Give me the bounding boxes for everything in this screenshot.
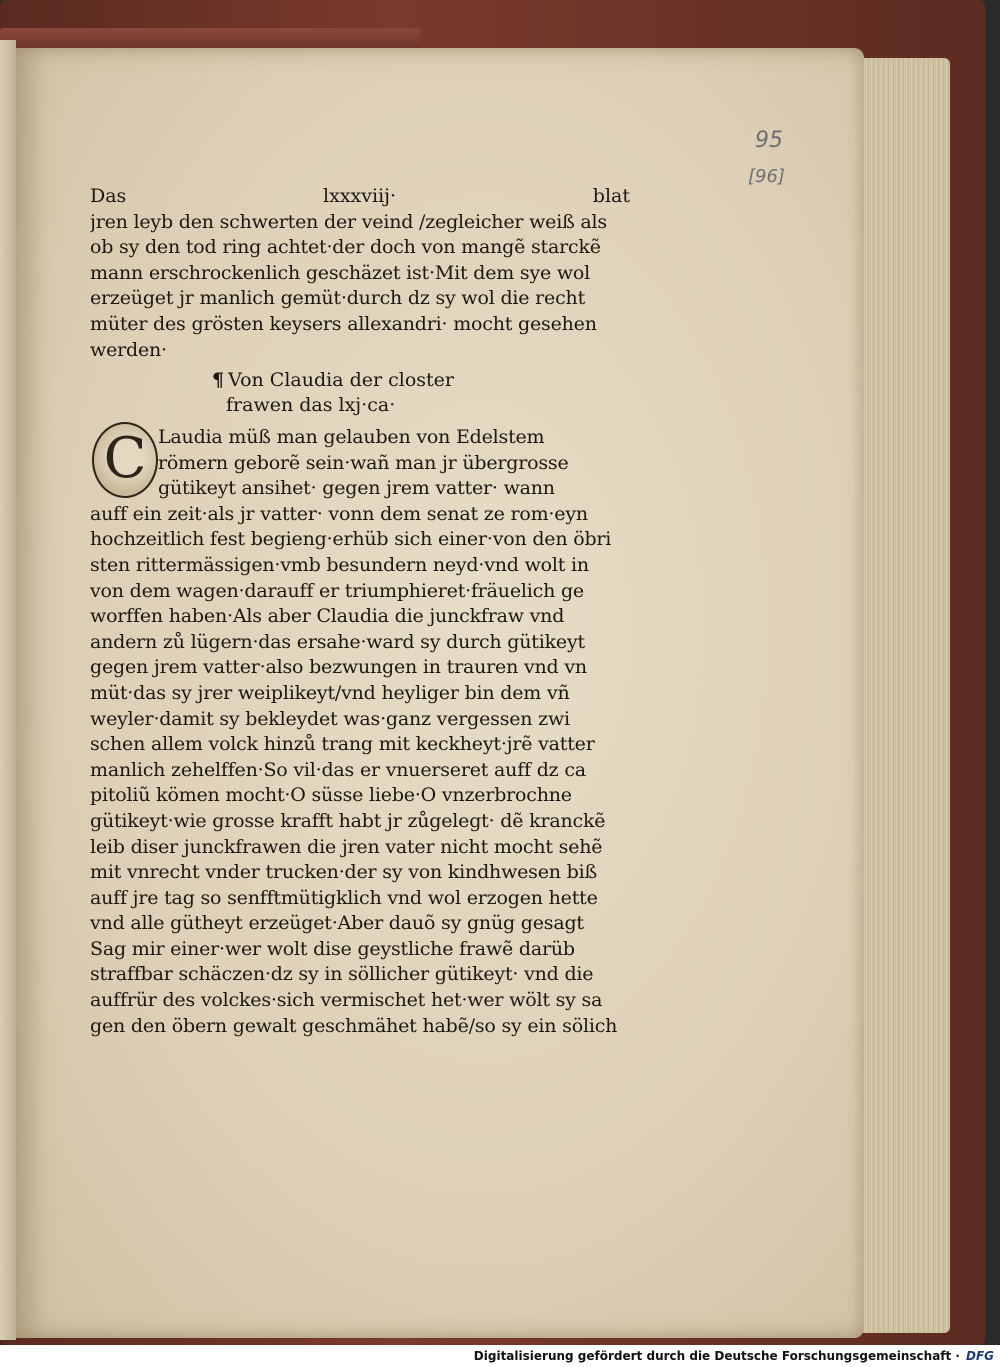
running-header — [90, 184, 630, 210]
text-line: gen den öbern gewalt geschmähet habẽ/so sy ein sölich — [90, 1014, 618, 1037]
text-line: leib diser junckfrawen die jren vater nicht mocht sehẽ — [90, 835, 603, 858]
text-line: worffen haben·Als aber Claudia die junckfraw vnd — [90, 605, 565, 628]
text-line: ob sy den tod ring achtet·der doch von mangẽ starckẽ — [90, 236, 601, 259]
header-right: blat — [592, 185, 630, 207]
dfg-logo: DFG — [965, 1349, 994, 1363]
cover-top-edge — [0, 28, 420, 50]
text-line: weyler·damit sy bekleydet was·ganz vergessen zwi — [90, 707, 570, 730]
text-line: auff ein zeit·als jr vatter· vonn dem senat ze rom·eyn — [90, 502, 588, 525]
text-line: erzeüget jr manlich gemüt·durch dz sy wol die recht — [90, 287, 586, 310]
text-line: gegen jrem vatter·also bezwungen in trauren vnd vn — [90, 656, 587, 679]
text-line: manlich zehelffen·So vil·das er vnuerseret auff dz ca — [90, 758, 586, 781]
text-line: straffbar schäczen·dz sy in söllicher gütikeyt· vnd die — [90, 963, 594, 986]
chapter-body — [90, 425, 630, 1039]
text-line: pitoliũ kömen mocht·O süsse liebe·O vnzerbrochne — [90, 784, 572, 807]
text-line: müter des grösten keysers allexandri· mocht gesehen — [90, 312, 597, 335]
text-line: Sag mir einer·wer wolt dise geystliche frawẽ darüb — [90, 937, 575, 960]
text-line: römern geborẽ sein·wañ man jr übergrosse — [158, 451, 569, 474]
text-line: schen allem volck hinzů trang mit keckheyt·jrẽ vatter — [90, 733, 595, 756]
pilcrow-mark: ¶ — [212, 369, 225, 391]
heading-line-1: Von Claudia der closter — [228, 369, 454, 391]
text-line: sten rittermässigen·vmb besundern neyd·vnd wolt in — [90, 553, 589, 576]
text-line: mit vnrecht vnder trucken·der sy von kindhwesen biß — [90, 861, 597, 884]
top-text-block — [90, 184, 630, 363]
left-page-edge — [0, 40, 16, 1340]
text-line: jren leyb den schwerten der veind /zegleicher weiß als — [90, 210, 607, 233]
page-edges — [850, 58, 950, 1333]
text-line: gütikeyt ansihet· gegen jrem vatter· wann — [158, 477, 555, 500]
text-line: andern zů lügern·das ersahe·ward sy durch gütikeyt — [90, 630, 585, 653]
footer-credit: Digitalisierung gefördert durch die Deutsche Forschungsgemeinschaft · — [473, 1349, 960, 1363]
heading-line-2: frawen das lxj·ca· — [226, 394, 396, 416]
decorated-initial: C — [92, 422, 158, 498]
text-line: mann erschrockenlich geschäzet ist·Mit dem sye wol — [90, 261, 591, 284]
text-line: auffrür des volckes·sich vermischet het·wer wölt sy sa — [90, 989, 603, 1012]
header-left: Das — [90, 185, 127, 207]
text-line: gütikeyt·wie grosse krafft habt jr zůgelegt· dẽ kranckẽ — [90, 809, 606, 832]
text-line: auff jre tag so senfftmütigklich vnd wol erzogen hette — [90, 886, 598, 909]
header-center: lxxxviij· — [323, 185, 397, 207]
text-line: hochzeitlich fest begieng·erhüb sich einer·von den öbri — [90, 528, 612, 551]
chapter-heading — [212, 368, 512, 418]
folio-number: 95 — [755, 128, 783, 153]
text-line: müt·das sy jrer weiplikeyt/vnd heyliger bin dem vñ — [90, 681, 570, 704]
text-line: Laudia müß man gelauben von Edelstem — [158, 426, 545, 448]
footer-bar — [0, 1345, 1000, 1367]
text-line: von dem wagen·darauff er triumphieret·fräuelich ge — [90, 579, 584, 602]
text-line: vnd alle gütheyt erzeüget·Aber dauõ sy gnüg gesagt — [90, 912, 584, 935]
folio-bracket: [96] — [748, 166, 785, 187]
text-line: werden· — [90, 338, 167, 361]
